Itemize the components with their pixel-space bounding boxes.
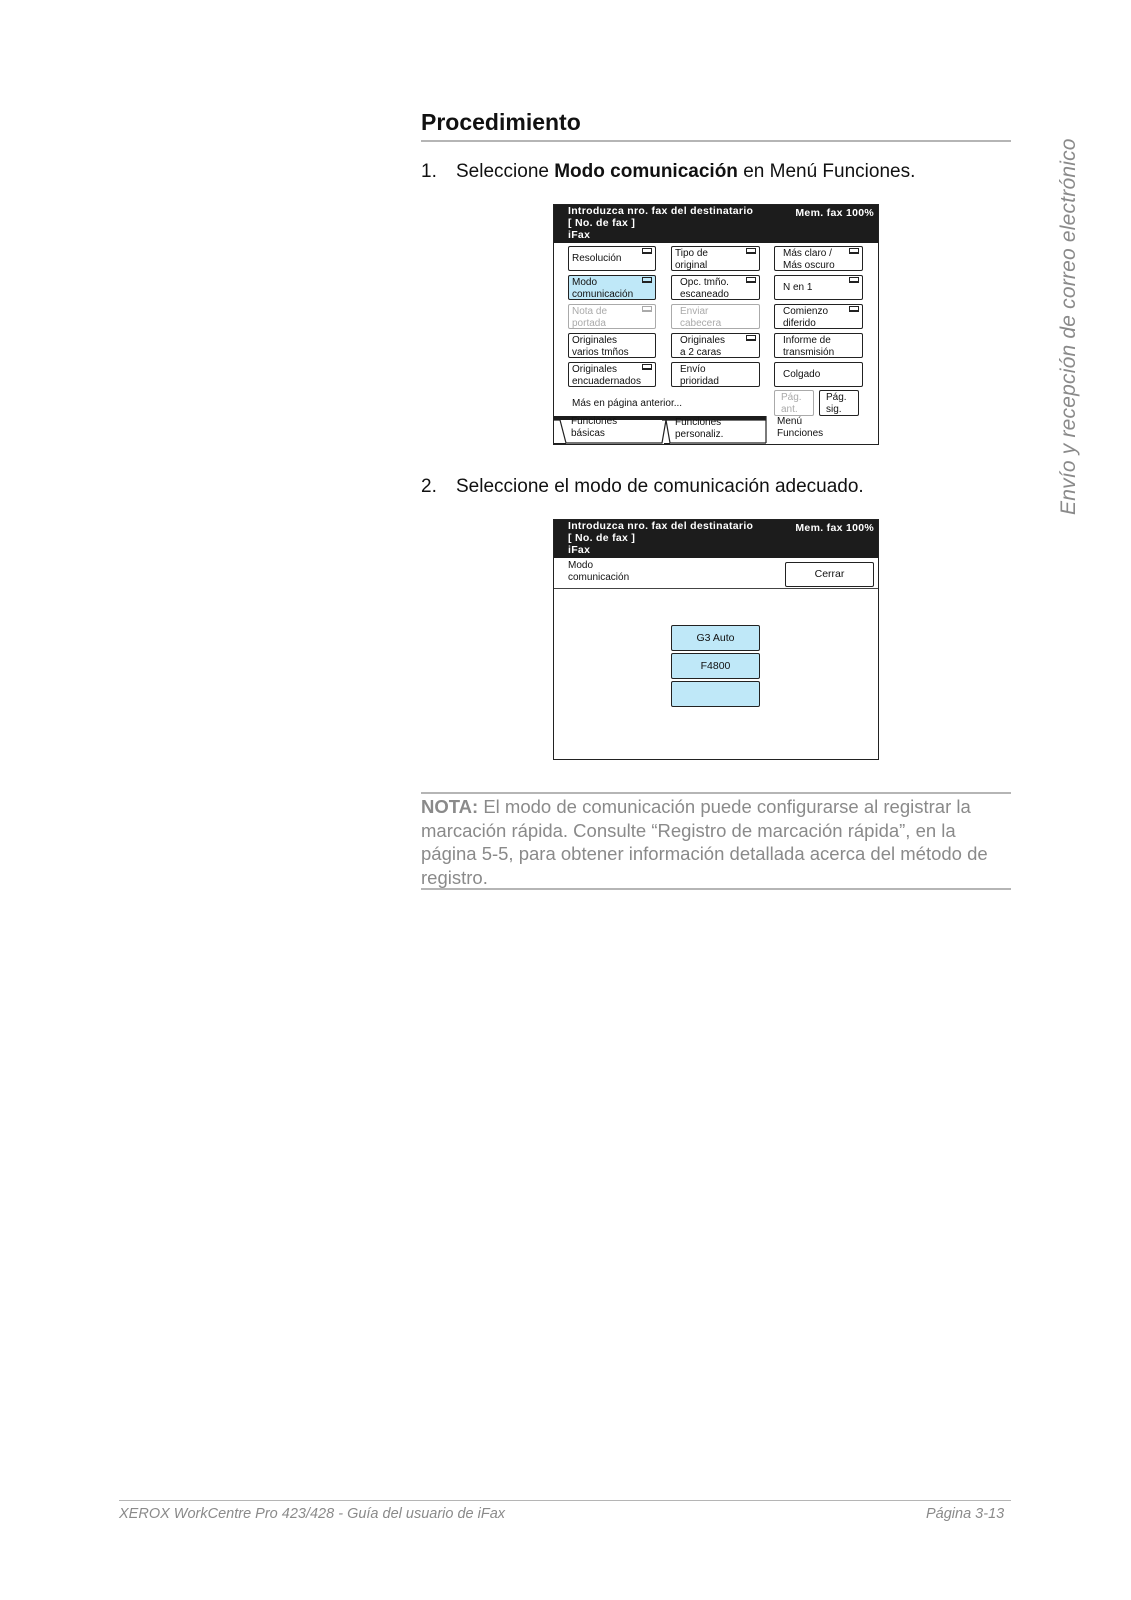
communication-mode-screen	[553, 519, 879, 760]
footer-page-number: Página 3-13	[926, 1506, 1005, 1522]
scan-size-options-button[interactable]	[671, 275, 760, 300]
fax-menu-screen	[553, 204, 879, 445]
send-header-label: Enviar cabecera	[680, 306, 722, 329]
resolution-label: Resolución	[572, 253, 622, 264]
n-up-button[interactable]	[774, 275, 863, 300]
dropdown-icon	[746, 248, 756, 254]
next-page-label: Pág. sig.	[826, 392, 847, 415]
on-hook-button[interactable]	[774, 362, 863, 387]
step-2-number: 2.	[421, 476, 437, 497]
transmission-report-button[interactable]	[774, 333, 863, 358]
communication-mode-button[interactable]	[568, 275, 656, 300]
note-text: El modo de comunicación puede configurarse al registrar la marcación rápida. Consulte “Registro de marcación rápida”, en la página 5-5, para obtener información detallada acerca del método de registro.	[421, 796, 988, 888]
previous-page-button[interactable]	[774, 390, 814, 416]
step-1-text-pre: Seleccione	[456, 161, 555, 182]
dropdown-icon	[642, 277, 652, 283]
two-sided-originals-label: Originales a 2 caras	[680, 335, 726, 358]
step-2-text: Seleccione el modo de comunicación adecuado.	[456, 476, 864, 497]
step-1-text-bold: Modo comunicación	[554, 161, 738, 182]
lighter-darker-button[interactable]	[774, 246, 863, 271]
more-on-previous-page: Más en página anterior...	[572, 398, 683, 409]
tab-basic-features[interactable]: Funciones básicas	[571, 416, 618, 439]
previous-page-label: Pág. ant.	[781, 392, 802, 415]
cover-note-button[interactable]	[568, 304, 656, 329]
footer-rule	[119, 1500, 1011, 1501]
header-line-1: Introduzca nro. fax del destinatario	[568, 205, 754, 217]
dialog-title-divider	[554, 588, 878, 589]
lighter-darker-label: Más claro / Más oscuro	[783, 248, 835, 271]
step-1-text	[456, 161, 915, 183]
tab-custom-features[interactable]: Funciones personaliz.	[675, 417, 724, 440]
bound-originals-button[interactable]	[568, 362, 656, 387]
delayed-start-button[interactable]	[774, 304, 863, 329]
header-line-3: iFax	[568, 229, 591, 241]
memory-indicator: Mem. fax 100%	[795, 522, 874, 534]
side-chapter-title	[1031, 115, 1080, 515]
section-title-rule	[421, 140, 1011, 142]
note-bottom-rule	[421, 888, 1011, 890]
step-1	[421, 161, 1011, 185]
transmission-report-label: Informe de transmisión	[783, 335, 835, 358]
dropdown-icon	[642, 248, 652, 254]
dropdown-icon	[849, 277, 859, 283]
header-line-1: Introduzca nro. fax del destinatario	[568, 520, 754, 532]
header-line-3: iFax	[568, 544, 591, 556]
priority-send-button[interactable]	[671, 362, 760, 387]
step-1-number: 1.	[421, 161, 437, 182]
bound-originals-label: Originales encuadernados	[572, 364, 641, 387]
on-hook-label: Colgado	[783, 369, 821, 380]
option-empty[interactable]	[671, 681, 760, 707]
communication-mode-label: Modo comunicación	[572, 277, 634, 300]
two-sided-originals-button[interactable]	[671, 333, 760, 358]
next-page-button[interactable]	[819, 390, 859, 416]
memory-indicator: Mem. fax 100%	[795, 207, 874, 219]
footer-document-title: XEROX WorkCentre Pro 423/428 - Guía del usuario de iFax	[119, 1506, 506, 1522]
priority-send-label: Envío prioridad	[680, 364, 719, 387]
original-type-label: Tipo de original	[675, 248, 708, 271]
dropdown-icon	[849, 248, 859, 254]
note-paragraph	[421, 795, 1011, 889]
side-chapter-title-text: Envío y recepción de correo electrónico	[1057, 138, 1080, 515]
header-line-2: [ No. de fax ]	[568, 217, 636, 229]
resolution-button[interactable]	[568, 246, 656, 271]
section-title: Procedimiento	[421, 109, 581, 135]
dialog-title: Modo comunicación	[568, 560, 630, 583]
dropdown-icon	[849, 306, 859, 312]
n-up-label: N en 1	[783, 282, 813, 293]
tab-features-menu[interactable]: Menú Funciones	[777, 416, 824, 439]
option-f4800[interactable]: F4800	[671, 653, 760, 679]
header-line-2: [ No. de fax ]	[568, 532, 636, 544]
dropdown-icon	[746, 335, 756, 341]
delayed-start-label: Comienzo diferido	[783, 306, 829, 329]
scan-size-options-label: Opc. tmño. escaneado	[680, 277, 729, 300]
send-header-button[interactable]	[671, 304, 760, 329]
mixed-size-originals-button[interactable]	[568, 333, 656, 358]
note-label: NOTA:	[421, 796, 479, 817]
mixed-size-originals-label: Originales varios tmños	[572, 335, 629, 358]
close-button[interactable]: Cerrar	[785, 562, 874, 587]
step-1-text-post: en Menú Funciones.	[737, 161, 916, 182]
note-top-rule	[421, 792, 1011, 794]
dropdown-icon	[746, 277, 756, 283]
dropdown-icon	[642, 364, 652, 370]
cover-note-label: Nota de portada	[572, 306, 608, 329]
screen-header	[554, 205, 878, 243]
screen-header	[554, 520, 878, 558]
original-type-button[interactable]	[671, 246, 760, 271]
dropdown-icon	[642, 306, 652, 312]
step-2	[421, 476, 1011, 500]
option-g3-auto[interactable]: G3 Auto	[671, 625, 760, 651]
